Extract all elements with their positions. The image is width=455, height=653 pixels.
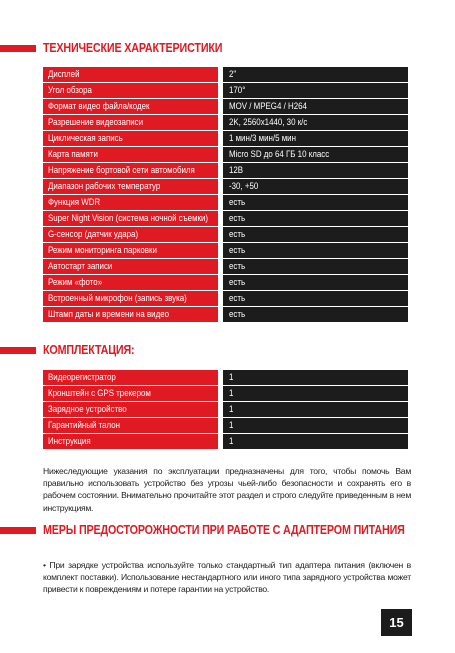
kit-row-label-text: Инструкция <box>48 436 91 446</box>
kit-row-value-text: 1 <box>229 388 234 398</box>
spec-row <box>43 307 408 322</box>
spec-row-value <box>223 291 408 306</box>
kit-row <box>43 386 408 401</box>
spec-row-value-text: Micro SD до 64 ГБ 10 класс <box>229 149 330 159</box>
spec-row-value <box>223 227 408 242</box>
spec-row-label-text: Функция WDR <box>48 197 101 207</box>
spec-row-value-text: есть <box>229 229 246 239</box>
spec-row-label-text: Разрешение видеозаписи <box>48 117 144 127</box>
spec-row <box>43 275 408 290</box>
kit-row-label <box>43 418 223 433</box>
spec-row-value-text: есть <box>229 277 246 287</box>
kit-table <box>43 370 408 450</box>
spec-row-label-text: Режим «фото» <box>48 277 103 287</box>
spec-row-value <box>223 147 408 162</box>
spec-row <box>43 243 408 258</box>
spec-row-value-text: MOV / MPEG4 / H264 <box>229 101 307 111</box>
kit-row-label <box>43 370 223 385</box>
spec-row-label <box>43 195 223 210</box>
spec-row-value <box>223 275 408 290</box>
spec-row <box>43 83 408 98</box>
kit-row-label <box>43 402 223 417</box>
spec-row-label-text: Формат видео файла/кодек <box>48 101 150 111</box>
kit-row <box>43 402 408 417</box>
spec-row-label <box>43 211 223 226</box>
spec-row-label-text: Дисплей <box>48 69 80 79</box>
spec-row-label-text: G-сенсор (датчик удара) <box>48 229 139 239</box>
spec-row-label-text: Режим мониторинга парковки <box>48 245 157 255</box>
spec-row-label <box>43 259 223 274</box>
kit-row-value-text: 1 <box>229 420 234 430</box>
spec-row-label-text: Встроенный микрофон (запись звука) <box>48 293 187 303</box>
spec-row-label-text: Диапазон рабочих температур <box>48 181 161 191</box>
section-marker <box>0 45 36 52</box>
spec-row-value-text: есть <box>229 309 246 319</box>
kit-row-value <box>223 386 408 401</box>
kit-title: КОМПЛЕКТАЦИЯ: <box>43 343 135 357</box>
spec-row-label-text: Автостарт записи <box>48 261 113 271</box>
spec-row-value <box>223 259 408 274</box>
spec-row <box>43 67 408 82</box>
spec-row-value <box>223 243 408 258</box>
spec-row-value <box>223 83 408 98</box>
spec-row-value-text: 2K, 2560x1440, 30 к/с <box>229 117 308 127</box>
intro-paragraph: Нижеследующие указания по эксплуатации предназначены для того, чтобы помочь Вам правильно использовать устройство без угрозы чьей-либо безопасности и сохранять его в рабочем состоянии. Внимательно прочитайте этот раздел и строго следуйте приведенным в нем инструкциям. <box>43 466 411 513</box>
spec-row-label <box>43 163 223 178</box>
safety-paragraph: • При зарядке устройства используйте только стандартный тип адаптера питания (включен в комплект поставки). Использование нестандартного или иного типа зарядного устройства может привести к повреждениям и потере гарантии на устройство. <box>43 560 411 595</box>
kit-row-value-text: 1 <box>229 372 234 382</box>
spec-row-label-text: Super Night Vision (система ночной съемки) <box>48 213 209 223</box>
spec-row-label <box>43 83 223 98</box>
spec-row-label <box>43 291 223 306</box>
safety-title: МЕРЫ ПРЕДОСТОРОЖНОСТИ ПРИ РАБОТЕ С АДАПТЕРОМ ПИТАНИЯ <box>43 523 405 537</box>
spec-row <box>43 163 408 178</box>
spec-row <box>43 195 408 210</box>
spec-row-value <box>223 195 408 210</box>
spec-row <box>43 131 408 146</box>
kit-row-label-text: Зарядное устройство <box>48 404 127 414</box>
spec-row-label <box>43 147 223 162</box>
spec-row-value <box>223 99 408 114</box>
section-marker <box>0 527 36 534</box>
safety-section-header <box>0 523 420 537</box>
kit-row <box>43 434 408 449</box>
spec-row-label <box>43 243 223 258</box>
kit-row-label-text: Видеорегистратор <box>48 372 116 382</box>
spec-row-label <box>43 179 223 194</box>
spec-row-label <box>43 67 223 82</box>
spec-row-value <box>223 115 408 130</box>
kit-row-value <box>223 434 408 449</box>
kit-section-header <box>0 343 420 357</box>
section-marker <box>0 347 36 354</box>
specs-title: ТЕХНИЧЕСКИЕ ХАРАКТЕРИСТИКИ <box>43 41 223 55</box>
kit-row-value <box>223 418 408 433</box>
spec-row <box>43 259 408 274</box>
spec-row-label <box>43 275 223 290</box>
spec-row-label <box>43 115 223 130</box>
spec-row <box>43 115 408 130</box>
spec-row-value <box>223 179 408 194</box>
kit-row-value-text: 1 <box>229 436 234 446</box>
specs-table <box>43 67 408 323</box>
spec-row-label-text: Напряжение бортовой сети автомобиля <box>48 165 195 175</box>
specs-section-header <box>0 41 420 55</box>
spec-row-label <box>43 99 223 114</box>
spec-row <box>43 227 408 242</box>
spec-row-value <box>223 211 408 226</box>
spec-row-value <box>223 131 408 146</box>
spec-row <box>43 291 408 306</box>
spec-row-value <box>223 67 408 82</box>
spec-row-label <box>43 307 223 322</box>
spec-row-value-text: есть <box>229 245 246 255</box>
kit-row-value <box>223 402 408 417</box>
spec-row-value-text: 12В <box>229 165 244 175</box>
spec-row <box>43 99 408 114</box>
kit-row <box>43 418 408 433</box>
spec-row-label-text: Угол обзора <box>48 85 92 95</box>
kit-row-label-text: Кронштейн с GPS трекером <box>48 388 151 398</box>
spec-row-value-text: есть <box>229 293 246 303</box>
spec-row-label <box>43 131 223 146</box>
kit-row-label <box>43 386 223 401</box>
kit-row-value-text: 1 <box>229 404 234 414</box>
kit-row-label <box>43 434 223 449</box>
spec-row <box>43 179 408 194</box>
spec-row <box>43 147 408 162</box>
kit-row-value <box>223 370 408 385</box>
spec-row-value-text: есть <box>229 197 246 207</box>
kit-row-label-text: Гарантийный талон <box>48 420 121 430</box>
spec-row-value-text: есть <box>229 261 246 271</box>
spec-row-value-text: 1 мин/3 мин/5 мин <box>229 133 296 143</box>
spec-row-value-text: -30, +50 <box>229 181 259 191</box>
spec-row-value <box>223 307 408 322</box>
spec-row <box>43 211 408 226</box>
spec-row-value-text: 170° <box>229 85 246 95</box>
spec-row-label-text: Карта памяти <box>48 149 98 159</box>
spec-row-label-text: Циклическая запись <box>48 133 123 143</box>
spec-row-label-text: Штамп даты и времени на видео <box>48 309 170 319</box>
kit-row <box>43 370 408 385</box>
spec-row-value-text: есть <box>229 213 246 223</box>
page-number: 15 <box>381 609 412 636</box>
spec-row-value-text: 2" <box>229 69 237 79</box>
spec-row-label <box>43 227 223 242</box>
spec-row-value <box>223 163 408 178</box>
